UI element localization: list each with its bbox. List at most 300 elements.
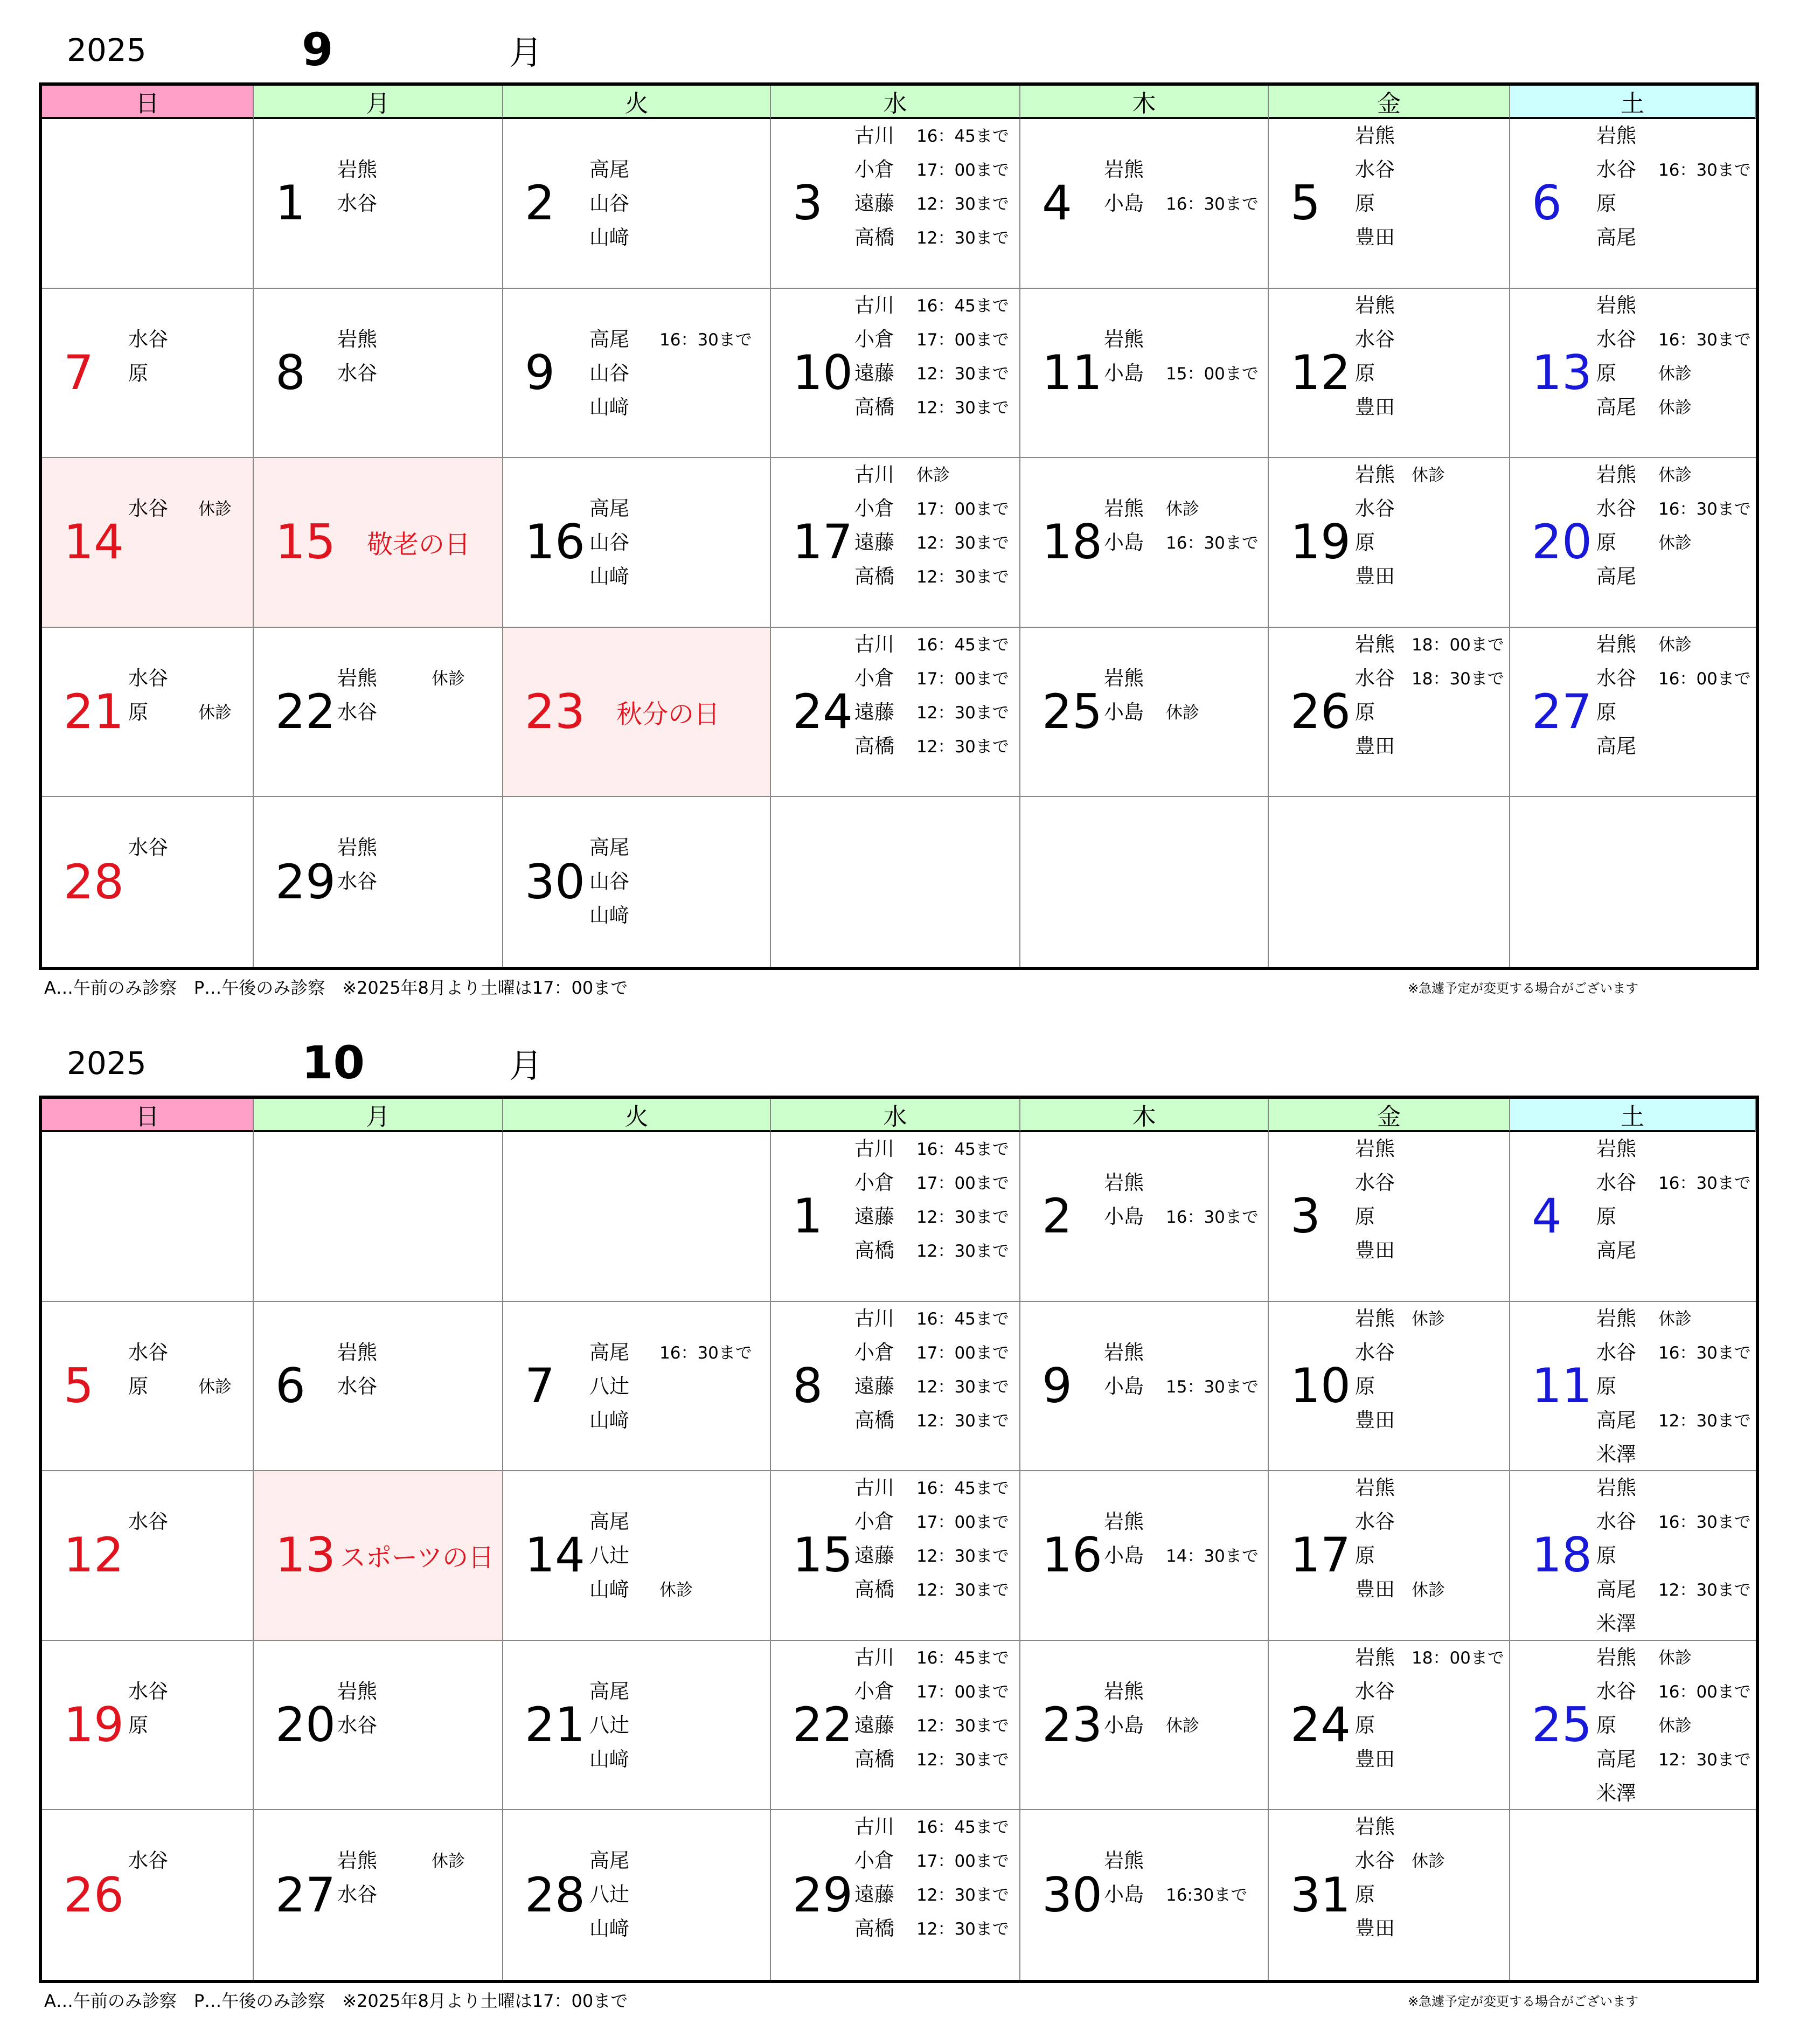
day-cell xyxy=(1510,1641,1756,1811)
day-cell xyxy=(1510,458,1756,628)
doctor-name: 水谷 xyxy=(1596,1171,1636,1194)
schedule-row xyxy=(503,560,770,594)
hours-note: 14：30まで xyxy=(1166,1547,1259,1567)
doctor-name: 遠藤 xyxy=(854,1544,894,1568)
doctor-name: 岩熊 xyxy=(1596,1137,1636,1160)
doctor-name: 水谷 xyxy=(1355,497,1395,521)
doctor-schedule xyxy=(42,1641,253,1810)
day-number: 29 xyxy=(793,1867,853,1923)
day-cell xyxy=(1020,628,1269,798)
doctor-name: 八辻 xyxy=(589,1713,629,1737)
day-cell xyxy=(254,119,503,289)
day-cell xyxy=(503,119,771,289)
schedule-row xyxy=(42,357,253,391)
hours-note: 16：45まで xyxy=(916,1479,1009,1499)
hours-note: 16：30まで xyxy=(1658,1174,1751,1193)
schedule-row xyxy=(1020,492,1268,526)
doctor-name: 原 xyxy=(128,700,148,724)
doctor-schedule xyxy=(771,1132,1019,1301)
hours-note: 12：30まで xyxy=(916,364,1009,384)
schedule-row xyxy=(771,1505,1019,1539)
hours-note: 12：30まで xyxy=(916,1581,1009,1600)
hours-note: 16：45まで xyxy=(916,635,1009,655)
doctor-name: 高尾 xyxy=(1596,1239,1636,1262)
hours-note: 16:30まで xyxy=(1166,1886,1248,1906)
schedule-row xyxy=(1269,1302,1509,1336)
doctor-name: 古川 xyxy=(854,1645,894,1669)
schedule-row xyxy=(1510,526,1756,560)
doctor-name: 高橋 xyxy=(854,1747,894,1771)
day-cell xyxy=(254,1641,503,1811)
empty-day-cell xyxy=(42,1132,254,1302)
schedule-row xyxy=(1510,153,1756,187)
weekday-header-fri: 金 xyxy=(1269,1099,1510,1132)
doctor-name: 水谷 xyxy=(1596,1679,1636,1703)
day-number: 16 xyxy=(1042,1527,1102,1583)
schedule-row xyxy=(254,1675,502,1709)
doctor-schedule xyxy=(254,1302,502,1471)
day-cell xyxy=(1269,1132,1510,1302)
schedule-row xyxy=(1510,357,1756,391)
schedule-row xyxy=(254,1844,502,1878)
schedule-row xyxy=(254,1709,502,1743)
doctor-name: 原 xyxy=(1355,1713,1375,1737)
schedule-row xyxy=(1020,1505,1268,1539)
doctor-name: 小島 xyxy=(1104,1713,1144,1737)
hours-note: 12：30まで xyxy=(916,1547,1009,1567)
hours-note: 12：30まで xyxy=(916,1920,1009,1939)
schedule-row xyxy=(771,1336,1019,1370)
day-number: 18 xyxy=(1532,1527,1592,1583)
day-number: 23 xyxy=(1042,1697,1102,1753)
schedule-row xyxy=(503,153,770,187)
holiday-name: 秋分の日 xyxy=(616,699,720,730)
schedule-row xyxy=(1269,289,1509,323)
schedule-row xyxy=(1269,1641,1509,1675)
day-number: 19 xyxy=(64,1697,124,1753)
hours-note: 12：30まで xyxy=(916,703,1009,723)
hours-note: 12：30まで xyxy=(916,567,1009,587)
doctor-name: 遠藤 xyxy=(854,192,894,215)
schedule-row xyxy=(1510,1132,1756,1166)
schedule-row xyxy=(1269,1878,1509,1912)
schedule-row xyxy=(1510,1743,1756,1777)
schedule-row xyxy=(1020,526,1268,560)
day-number: 6 xyxy=(275,1357,305,1414)
doctor-name: 原 xyxy=(1596,1713,1616,1737)
schedule-row xyxy=(1269,323,1509,357)
hours-note: 16：45まで xyxy=(916,1648,1009,1668)
day-number: 21 xyxy=(64,684,124,740)
doctor-name: 岩熊 xyxy=(1104,327,1144,351)
doctor-name: 豊田 xyxy=(1355,1917,1395,1941)
hours-note: 12：30まで xyxy=(916,1377,1009,1397)
doctor-schedule xyxy=(1510,1302,1756,1471)
hours-note: 15：30まで xyxy=(1166,1377,1259,1397)
doctor-name: 山谷 xyxy=(589,531,629,555)
closed-note: 休診 xyxy=(1412,1852,1445,1872)
doctor-schedule xyxy=(1020,628,1268,796)
schedule-row xyxy=(1510,662,1756,696)
hours-note: 12：30まで xyxy=(916,737,1009,757)
hours-note: 18：30まで xyxy=(1412,669,1504,689)
doctor-name: 岩熊 xyxy=(1355,293,1395,317)
day-number: 2 xyxy=(525,175,555,231)
day-number: 6 xyxy=(1532,175,1562,231)
day-number: 5 xyxy=(64,1357,94,1414)
doctor-name: 原 xyxy=(1596,192,1616,215)
hours-note: 17：00まで xyxy=(916,1852,1009,1872)
day-cell xyxy=(771,1641,1020,1811)
schedule-row xyxy=(1269,730,1509,764)
schedule-row xyxy=(254,1878,502,1912)
doctor-name: 豊田 xyxy=(1355,395,1395,419)
doctor-name: 水谷 xyxy=(1355,1510,1395,1534)
day-cell xyxy=(254,797,503,967)
schedule-row xyxy=(771,1166,1019,1200)
schedule-row xyxy=(1020,357,1268,391)
hours-note: 17：00まで xyxy=(916,500,1009,519)
schedule-row xyxy=(1510,1573,1756,1607)
schedule-row xyxy=(1269,1166,1509,1200)
empty-day-cell xyxy=(503,1132,771,1302)
doctor-name: 岩熊 xyxy=(1355,1137,1395,1160)
schedule-row xyxy=(771,1810,1019,1844)
closed-note: 休診 xyxy=(1658,364,1692,384)
doctor-name: 水谷 xyxy=(1355,327,1395,351)
day-number: 12 xyxy=(1290,344,1351,400)
closed-note: 休診 xyxy=(1658,398,1692,418)
doctor-name: 岩熊 xyxy=(1596,124,1636,147)
schedule-row xyxy=(1510,1505,1756,1539)
doctor-name: 高尾 xyxy=(589,497,629,521)
doctor-schedule xyxy=(771,628,1019,796)
day-number: 22 xyxy=(275,684,336,740)
doctor-name: 原 xyxy=(1355,1544,1375,1568)
doctor-name: 水谷 xyxy=(1596,1510,1636,1534)
day-number: 3 xyxy=(793,175,823,231)
schedule-row xyxy=(42,662,253,696)
schedule-row xyxy=(503,1336,770,1370)
schedule-row xyxy=(1510,1777,1756,1811)
weekday-header-thu: 木 xyxy=(1020,86,1269,119)
day-number: 24 xyxy=(793,684,853,740)
schedule-row xyxy=(503,1573,770,1607)
doctor-schedule xyxy=(1020,1302,1268,1471)
hours-note: 18：00まで xyxy=(1412,635,1504,655)
doctor-name: 高橋 xyxy=(854,734,894,758)
doctor-name: 高橋 xyxy=(854,1239,894,1262)
hours-note: 12：30まで xyxy=(1658,1581,1751,1600)
day-number: 3 xyxy=(1290,1188,1321,1244)
schedule-row xyxy=(771,492,1019,526)
doctor-name: 岩熊 xyxy=(337,1679,377,1703)
hours-note: 12：30まで xyxy=(916,1242,1009,1261)
doctor-name: 高尾 xyxy=(1596,226,1636,249)
schedule-row xyxy=(1020,1370,1268,1404)
hours-note: 12：30まで xyxy=(1658,1750,1751,1770)
schedule-row xyxy=(503,187,770,221)
day-number: 13 xyxy=(1532,344,1592,400)
hours-note: 17：00まで xyxy=(916,330,1009,350)
schedule-row xyxy=(42,1675,253,1709)
month-number: 10 xyxy=(302,1036,365,1089)
doctor-name: 遠藤 xyxy=(854,1374,894,1398)
closed-note: 休診 xyxy=(198,500,232,519)
day-number: 19 xyxy=(1290,514,1351,570)
doctor-schedule xyxy=(771,1302,1019,1471)
doctor-schedule xyxy=(1269,119,1509,288)
day-cell xyxy=(1269,628,1510,798)
day-number: 9 xyxy=(1042,1357,1072,1414)
doctor-name: 小倉 xyxy=(854,666,894,690)
hours-note: 16：30まで xyxy=(1658,1343,1751,1363)
doctor-schedule xyxy=(42,1302,253,1471)
schedule-row xyxy=(771,628,1019,662)
schedule-row xyxy=(1020,323,1268,357)
doctor-name: 山﨑 xyxy=(589,1578,629,1602)
doctor-name: 山﨑 xyxy=(589,904,629,927)
doctor-schedule xyxy=(1510,119,1756,288)
schedule-row xyxy=(1510,289,1756,323)
schedule-row xyxy=(771,1539,1019,1573)
schedule-row xyxy=(771,458,1019,492)
doctor-name: 豊田 xyxy=(1355,226,1395,249)
schedule-row xyxy=(1020,1336,1268,1370)
doctor-name: 水谷 xyxy=(1596,497,1636,521)
doctor-name: 高橋 xyxy=(854,1578,894,1602)
day-number: 22 xyxy=(793,1697,853,1753)
doctor-name: 原 xyxy=(128,361,148,385)
day-number: 20 xyxy=(1532,514,1592,570)
doctor-schedule xyxy=(1020,119,1268,288)
doctor-name: 遠藤 xyxy=(854,700,894,724)
doctor-name: 高尾 xyxy=(1596,1747,1636,1771)
schedule-row xyxy=(503,1539,770,1573)
doctor-schedule xyxy=(1510,1471,1756,1640)
schedule-row xyxy=(503,357,770,391)
doctor-schedule xyxy=(254,1810,502,1980)
schedule-row xyxy=(503,899,770,933)
doctor-schedule xyxy=(1510,1641,1756,1810)
doctor-name: 高橋 xyxy=(854,395,894,419)
day-cell xyxy=(1269,1641,1510,1811)
doctor-name: 遠藤 xyxy=(854,361,894,385)
year-label: 2025 xyxy=(67,32,147,68)
hours-note: 16：45まで xyxy=(916,1309,1009,1329)
schedule-row xyxy=(1020,1709,1268,1743)
doctor-name: 岩熊 xyxy=(1596,1476,1636,1500)
day-cell xyxy=(1020,289,1269,459)
day-number: 8 xyxy=(275,344,305,400)
schedule-row xyxy=(42,831,253,865)
doctor-name: 岩熊 xyxy=(1104,1679,1144,1703)
closed-note: 休診 xyxy=(1166,1716,1199,1736)
schedule-row xyxy=(1269,662,1509,696)
hours-note: 17：00まで xyxy=(916,161,1009,180)
schedule-row xyxy=(1510,323,1756,357)
schedule-row xyxy=(503,526,770,560)
hours-note: 16：45まで xyxy=(916,1140,1009,1159)
doctor-name: 岩熊 xyxy=(1355,463,1395,487)
doctor-name: 古川 xyxy=(854,124,894,147)
schedule-row xyxy=(254,831,502,865)
doctor-name: 水谷 xyxy=(337,870,377,893)
doctor-name: 高尾 xyxy=(589,158,629,181)
schedule-row xyxy=(1510,730,1756,764)
schedule-row xyxy=(771,153,1019,187)
schedule-row xyxy=(42,323,253,357)
doctor-name: 小島 xyxy=(1104,531,1144,555)
doctor-name: 豊田 xyxy=(1355,1408,1395,1432)
doctor-name: 岩熊 xyxy=(1104,1849,1144,1873)
doctor-name: 水谷 xyxy=(337,1883,377,1907)
day-cell xyxy=(771,458,1020,628)
doctor-name: 岩熊 xyxy=(1104,497,1144,521)
schedule-row xyxy=(42,1505,253,1539)
hours-note: 12：30まで xyxy=(1658,1411,1751,1431)
doctor-schedule xyxy=(503,119,770,288)
doctor-name: 小倉 xyxy=(854,1849,894,1873)
day-number: 26 xyxy=(1290,684,1351,740)
schedule-row xyxy=(254,1336,502,1370)
day-number: 1 xyxy=(793,1188,823,1244)
doctor-name: 小島 xyxy=(1104,1544,1144,1568)
closed-note: 休診 xyxy=(1658,1648,1692,1668)
schedule-row xyxy=(1510,1336,1756,1370)
schedule-row xyxy=(1020,153,1268,187)
schedule-row xyxy=(503,221,770,255)
schedule-row xyxy=(1020,1539,1268,1573)
schedule-row xyxy=(1269,492,1509,526)
schedule-row xyxy=(1269,153,1509,187)
schedule-row xyxy=(42,1709,253,1743)
hours-note: 16：30まで xyxy=(1658,330,1751,350)
schedule-row xyxy=(771,1471,1019,1505)
hours-note: 16：45まで xyxy=(916,1818,1009,1838)
doctor-name: 水谷 xyxy=(337,1374,377,1398)
doctor-name: 八辻 xyxy=(589,1374,629,1398)
doctor-name: 原 xyxy=(128,1374,148,1398)
calendar-grid xyxy=(39,1096,1759,1983)
day-cell xyxy=(1020,119,1269,289)
day-number: 8 xyxy=(793,1357,823,1414)
weekday-header-wed: 水 xyxy=(771,1099,1020,1132)
schedule-row xyxy=(503,391,770,425)
closed-note: 休診 xyxy=(1412,1581,1445,1600)
schedule-row xyxy=(1269,560,1509,594)
schedule-row xyxy=(771,1641,1019,1675)
schedule-row xyxy=(503,1878,770,1912)
doctor-name: 山谷 xyxy=(589,870,629,893)
doctor-name: 水谷 xyxy=(337,1713,377,1737)
doctor-name: 遠藤 xyxy=(854,1205,894,1228)
day-number: 10 xyxy=(793,344,853,400)
legend-note: A…午前のみ診察 P…午後のみ診察 ※2025年8月より土曜は17：00まで xyxy=(44,1991,628,2011)
empty-day-cell xyxy=(1020,797,1269,967)
schedule-row xyxy=(771,187,1019,221)
doctor-name: 山﨑 xyxy=(589,1408,629,1432)
doctor-name: 小倉 xyxy=(854,327,894,351)
day-number: 2 xyxy=(1042,1188,1072,1244)
closed-note: 休診 xyxy=(432,669,465,689)
day-number: 30 xyxy=(1042,1867,1102,1923)
day-cell xyxy=(254,1302,503,1472)
schedule-row xyxy=(771,357,1019,391)
schedule-row xyxy=(1269,526,1509,560)
empty-day-cell xyxy=(254,1132,503,1302)
weekday-header-sat: 土 xyxy=(1510,1099,1756,1132)
doctor-schedule xyxy=(503,458,770,627)
schedule-row xyxy=(1510,492,1756,526)
doctor-name: 原 xyxy=(1596,1374,1616,1398)
doctor-name: 原 xyxy=(1596,531,1616,555)
day-cell xyxy=(1510,628,1756,798)
schedule-row xyxy=(254,696,502,730)
day-cell xyxy=(1510,1302,1756,1472)
doctor-name: 水谷 xyxy=(337,192,377,215)
empty-day-cell xyxy=(1510,797,1756,967)
calendar-october xyxy=(0,1013,1800,2044)
day-number: 9 xyxy=(525,344,555,400)
schedule-row xyxy=(771,1132,1019,1166)
doctor-schedule xyxy=(42,628,253,796)
weekday-header-wed: 水 xyxy=(771,86,1020,119)
schedule-row xyxy=(1269,1505,1509,1539)
doctor-name: 岩熊 xyxy=(1355,124,1395,147)
year-label: 2025 xyxy=(67,1045,147,1082)
doctor-name: 豊田 xyxy=(1355,565,1395,588)
schedule-row xyxy=(771,730,1019,764)
day-number: 11 xyxy=(1532,1357,1592,1414)
doctor-name: 豊田 xyxy=(1355,1747,1395,1771)
closed-note: 休診 xyxy=(1658,466,1692,486)
day-number: 28 xyxy=(64,854,124,910)
doctor-name: 高尾 xyxy=(1596,395,1636,419)
weekday-header-sun: 日 xyxy=(42,1099,254,1132)
day-cell xyxy=(42,797,254,967)
schedule-row xyxy=(771,289,1019,323)
doctor-name: 小倉 xyxy=(854,158,894,181)
day-cell xyxy=(1510,1471,1756,1641)
doctor-name: 古川 xyxy=(854,1306,894,1330)
doctor-name: 米澤 xyxy=(1596,1781,1636,1805)
hours-note: 12：30まで xyxy=(916,1411,1009,1431)
doctor-name: 山﨑 xyxy=(589,226,629,249)
schedule-row xyxy=(42,696,253,730)
day-number: 14 xyxy=(64,514,124,570)
schedule-row xyxy=(1510,1200,1756,1234)
doctor-schedule xyxy=(1269,289,1509,458)
doctor-schedule xyxy=(771,289,1019,458)
day-cell xyxy=(503,1471,771,1641)
doctor-name: 遠藤 xyxy=(854,1883,894,1907)
doctor-name: 岩熊 xyxy=(337,836,377,860)
day-number: 26 xyxy=(64,1867,124,1923)
schedule-row xyxy=(42,1336,253,1370)
schedule-row xyxy=(503,1844,770,1878)
empty-day-cell xyxy=(1269,797,1510,967)
schedule-row xyxy=(42,1370,253,1404)
weekday-header-tue: 火 xyxy=(503,86,771,119)
doctor-name: 小島 xyxy=(1104,1205,1144,1228)
closed-note: 休診 xyxy=(1658,1309,1692,1329)
doctor-schedule xyxy=(503,797,770,967)
schedule-row xyxy=(254,865,502,899)
doctor-name: 高橋 xyxy=(854,1408,894,1432)
day-number: 12 xyxy=(64,1527,124,1583)
doctor-name: 山﨑 xyxy=(589,1747,629,1771)
